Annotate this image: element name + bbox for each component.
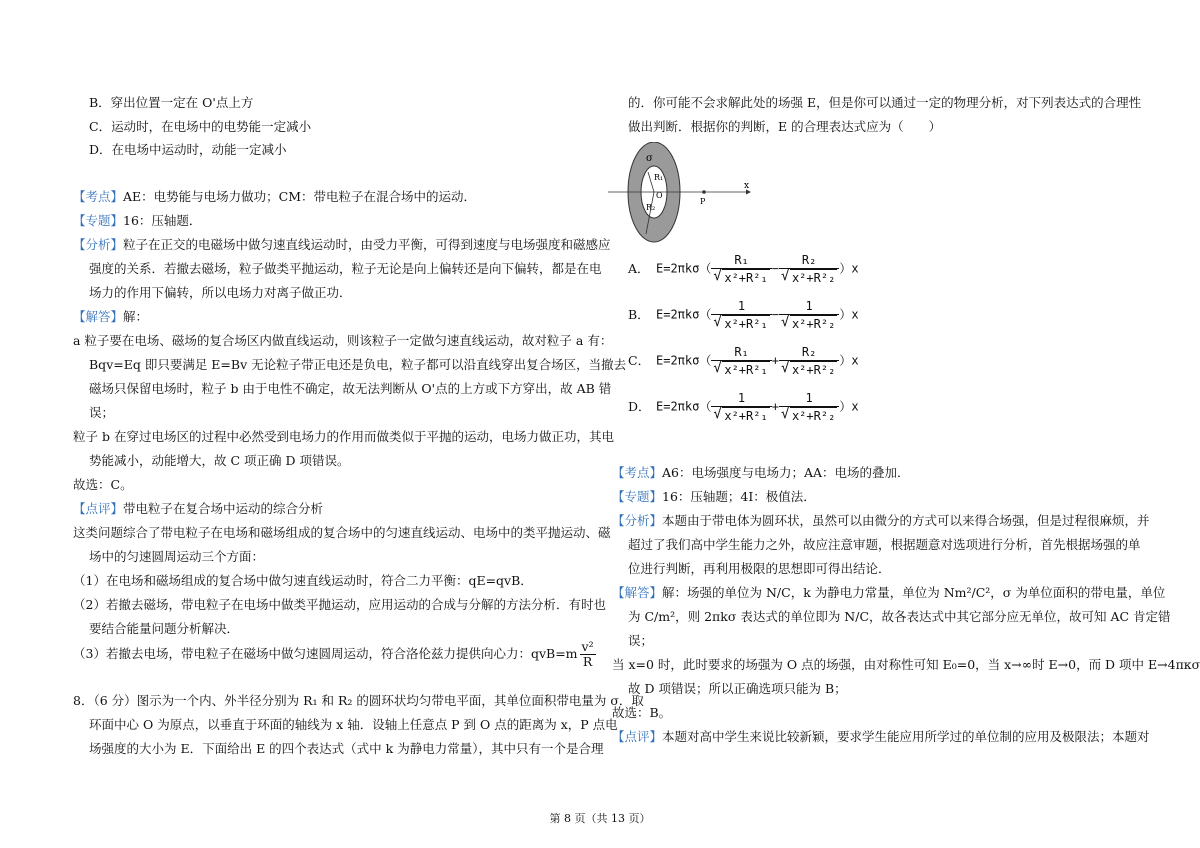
jieda-line-right [612,582,1165,604]
answer-line-right: 故选：B。 [612,705,672,720]
formula-prefix: E=2πkσ（ [656,399,712,414]
jieda-text-1: a 粒子要在电场、磁场的复合场区内做直线运动，则该粒子一定做匀速直线运动，故对粒子 a 有： [73,333,613,348]
zhuanti-text: 16：压轴题；4I：极值法． [662,489,816,504]
kaodian-text: AE：电势能与电场力做功；CM：带电粒子在混合场中的运动． [123,189,477,204]
kaodian-line [73,186,476,208]
jieda-text-3: 磁场只保留电场时，粒子 b 由于电性不确定，故无法判断从 O'点的上方或下方穿出，故 AB 错 [89,381,612,396]
formula-prefix: E=2πkσ（ [656,261,712,276]
fraction-1 [711,252,771,286]
sqrt-2: √ x²+R²₂ [790,269,837,286]
dianping-text: 本题对高中学生来说比较新颖，要求学生能应用所学过的单位制的应用及极限法；本题对 [662,729,1150,744]
label-sigma: σ [646,153,653,164]
fenxi-tag: 【分析】 [73,237,124,252]
ring-figure [608,142,758,252]
fenxi-text-1: 粒子在正交的电磁场中做匀速直线运动时，由受力平衡，可得到速度与电场强度和磁感应 [123,237,611,252]
option-c-row [628,344,859,378]
jieda-tag: 【解答】 [73,309,124,324]
answer-line: 故选：C。 [73,477,133,492]
label-r2: R₂ [646,203,656,212]
kaodian-text: A6：电场强度与电场力；AA：电场的叠加． [662,465,910,480]
kaodian-line-right [612,462,910,484]
numerator-2: 1 [805,299,813,313]
denominator-1 [711,314,771,332]
jieda-text-2-right: 为 C/m²，则 2πkσ 表达式的单位即为 N/C，故各表达式中其它部分应无单位，故可知 AC 肯定错 [628,609,1171,624]
numerator-1: R₁ [734,253,749,267]
jieda-tag: 【解答】 [612,585,663,600]
question-8-line-1: 8．（6 分）图示为一个内、外半径分别为 R₁ 和 R₂ 的圆环状均匀带电平面，其单位面积带电量为 σ．取 [73,693,644,708]
numerator-2: 1 [805,391,813,405]
fraction-1 [711,390,771,424]
dianping-line [73,498,323,520]
kaodian-tag: 【考点】 [73,189,124,204]
jieda-text-4-right: 当 x=0 时，此时要求的场强为 O 点的场强，由对称性可知 E₀=0，当 x→∞时 E→0，而 D 项中 E→4πκσ [612,657,1200,672]
dianping-text-5: 要结合能量问题分析解决． [89,621,240,636]
option-a-row [628,252,859,286]
fenxi-text-2: 强度的关系．若撤去磁场，粒子做类平抛运动，粒子无论是向上偏转还是向下偏转，都是在电 [89,261,602,276]
page-footer: 第 8 页（共 13 页） [549,812,651,825]
dianping-text-4: （2）若撤去磁场，带电粒子在电场中做类平抛运动，应用运动的合成与分解的方法分析．有时也 [73,597,606,612]
fenxi-text-3-right: 位进行判断，再利用极限的思想即可得出结论． [628,561,891,576]
label-x: x [744,181,750,191]
option-b: B．穿出位置一定在 O'点上方 [89,95,254,110]
fraction-2 [779,344,839,378]
numerator-1: R₁ [734,345,749,359]
centripetal-fraction [580,640,596,669]
fenxi-line-right [612,510,1150,532]
jieda-text-4: 误； [89,405,115,420]
right-text-2: 做出判断．根据你的判断，E 的合理表达式应为（ ） [628,119,942,134]
kaodian-tag: 【考点】 [612,465,663,480]
fenxi-text-2-right: 超过了我们高中学生能力之外，故应注意审题，根据题意对选项进行分析，首先根据场强的单 [628,537,1141,552]
formula-suffix: ）x [839,399,859,414]
zhuanti-line [73,210,201,232]
option-c: C．运动时，在电场中的电势能一定减小 [89,119,312,134]
formula-suffix: ）x [839,307,859,322]
dianping-text-2: 场中的匀速圆周运动三个方面： [89,549,265,564]
dianping-text: 带电粒子在复合场中运动的综合分析 [123,501,324,516]
fenxi-tag: 【分析】 [612,513,663,528]
option-b-row [628,298,859,332]
sqrt-2: √ x²+R²₂ [790,407,837,424]
denominator-2 [779,268,839,286]
numerator-2: R₂ [801,345,817,359]
fenxi-line [73,234,611,256]
sqrt-2: √ x²+R²₂ [790,315,837,332]
fenxi-text-3: 场力的作用下偏转，所以电场力对离子做正功． [89,285,352,300]
operator: − [771,261,779,276]
denominator-1 [711,406,771,424]
option-d-row [628,390,859,424]
zhuanti-line-right [612,486,816,508]
formula-suffix: ）x [839,261,859,276]
jieda-line [73,306,148,328]
fraction-1 [711,298,771,332]
fraction-1 [711,344,771,378]
option-label: B． [628,306,650,322]
jieda-text-5-right: 故 D 项错误；所以正确选项只能为 B； [628,681,847,696]
dianping-tag: 【点评】 [612,729,663,744]
sqrt-1: √ x²+R²₁ [722,269,769,286]
jieda-text-6: 势能减小，动能增大，故 C 项正确 D 项错误。 [89,453,350,468]
fraction-2 [779,252,839,286]
sqrt-1: √ x²+R²₁ [722,407,769,424]
dianping-tag: 【点评】 [73,501,124,516]
fraction-numerator: v² [581,639,594,654]
numerator-2: R₂ [801,253,817,267]
denominator-2 [779,360,839,378]
operator: + [771,353,779,368]
jieda-text-1: 解：场强的单位为 N/C，k 为静电力常量，单位为 Nm²/C²，σ 为单位面积的带电量，单位 [662,585,1166,600]
jieda-text-2: Bqv=Eq 即只要满足 E=Bv 无论粒子带正电还是负电，粒子都可以沿直线穿出复合场区，当撤去 [89,357,627,372]
option-label: C． [628,352,651,368]
question-8-line-2: 环面中心 O 为原点，以垂直于环面的轴线为 x 轴．设轴上任意点 P 到 O 点的距离为 x，P 点电 [89,717,618,732]
fraction-2 [779,298,839,332]
jieda-text-5: 粒子 b 在穿过电场区的过程中必然受到电场力的作用而做类似于平抛的运动，电场力做正功，其电 [73,429,614,444]
sqrt-2: √ x²+R²₂ [790,361,837,378]
denominator-1 [711,268,771,286]
formula-prefix: E=2πkσ（ [656,307,712,322]
fraction-denominator: R [582,654,593,669]
dianping-text-1: 这类问题综合了带电粒子在电场和磁场组成的复合场中的匀速直线运动、电场中的类平抛运动、磁 [73,525,611,540]
fraction-2 [779,390,839,424]
denominator-1 [711,360,771,378]
dianping-text-6-main: （3）若撤去电场，带电粒子在磁场中做匀速圆周运动，符合洛伦兹力提供向心力：qvB=m [73,646,578,661]
dianping-text-6 [73,640,598,669]
label-r1: R₁ [654,173,664,182]
zhuanti-tag: 【专题】 [73,213,124,228]
dianping-text-3: （1）在电场和磁场组成的复合场中做匀速直线运动时，符合二力平衡：qE=qvB． [73,573,533,588]
sqrt-1: √ x²+R²₁ [722,361,769,378]
fenxi-text-1: 本题由于带电体为圆环状，虽然可以由微分的方式可以来得合场强，但是过程很麻烦，并 [662,513,1150,528]
numerator-1: 1 [737,299,746,313]
label-p: P [700,197,706,206]
jieda-text-3-right: 误； [628,633,654,648]
operator: + [771,399,779,414]
zhuanti-tag: 【专题】 [612,489,663,504]
dianping-line-right [612,726,1150,748]
operator: − [771,307,779,322]
formula-suffix: ）x [839,353,859,368]
option-label: D． [628,398,651,414]
right-text-1: 的．你可能不会求解此处的场强 E，但是你可以通过一定的物理分析，对下列表达式的合理性 [628,95,1142,110]
numerator-1: 1 [737,391,746,405]
option-label: A． [628,260,650,276]
question-8-line-3: 场强度的大小为 E．下面给出 E 的四个表达式（式中 k 为静电力常量），其中只有一个是合理 [89,741,604,756]
zhuanti-text: 16：压轴题． [123,213,202,228]
sqrt-1: √ x²+R²₁ [722,315,769,332]
jieda-text-0: 解： [123,309,149,324]
denominator-2 [779,406,839,424]
option-d: D．在电场中运动时，动能一定减小 [89,142,287,157]
point-p [702,190,706,194]
formula-prefix: E=2πkσ（ [656,353,712,368]
label-o: O [656,191,663,200]
denominator-2 [779,314,839,332]
